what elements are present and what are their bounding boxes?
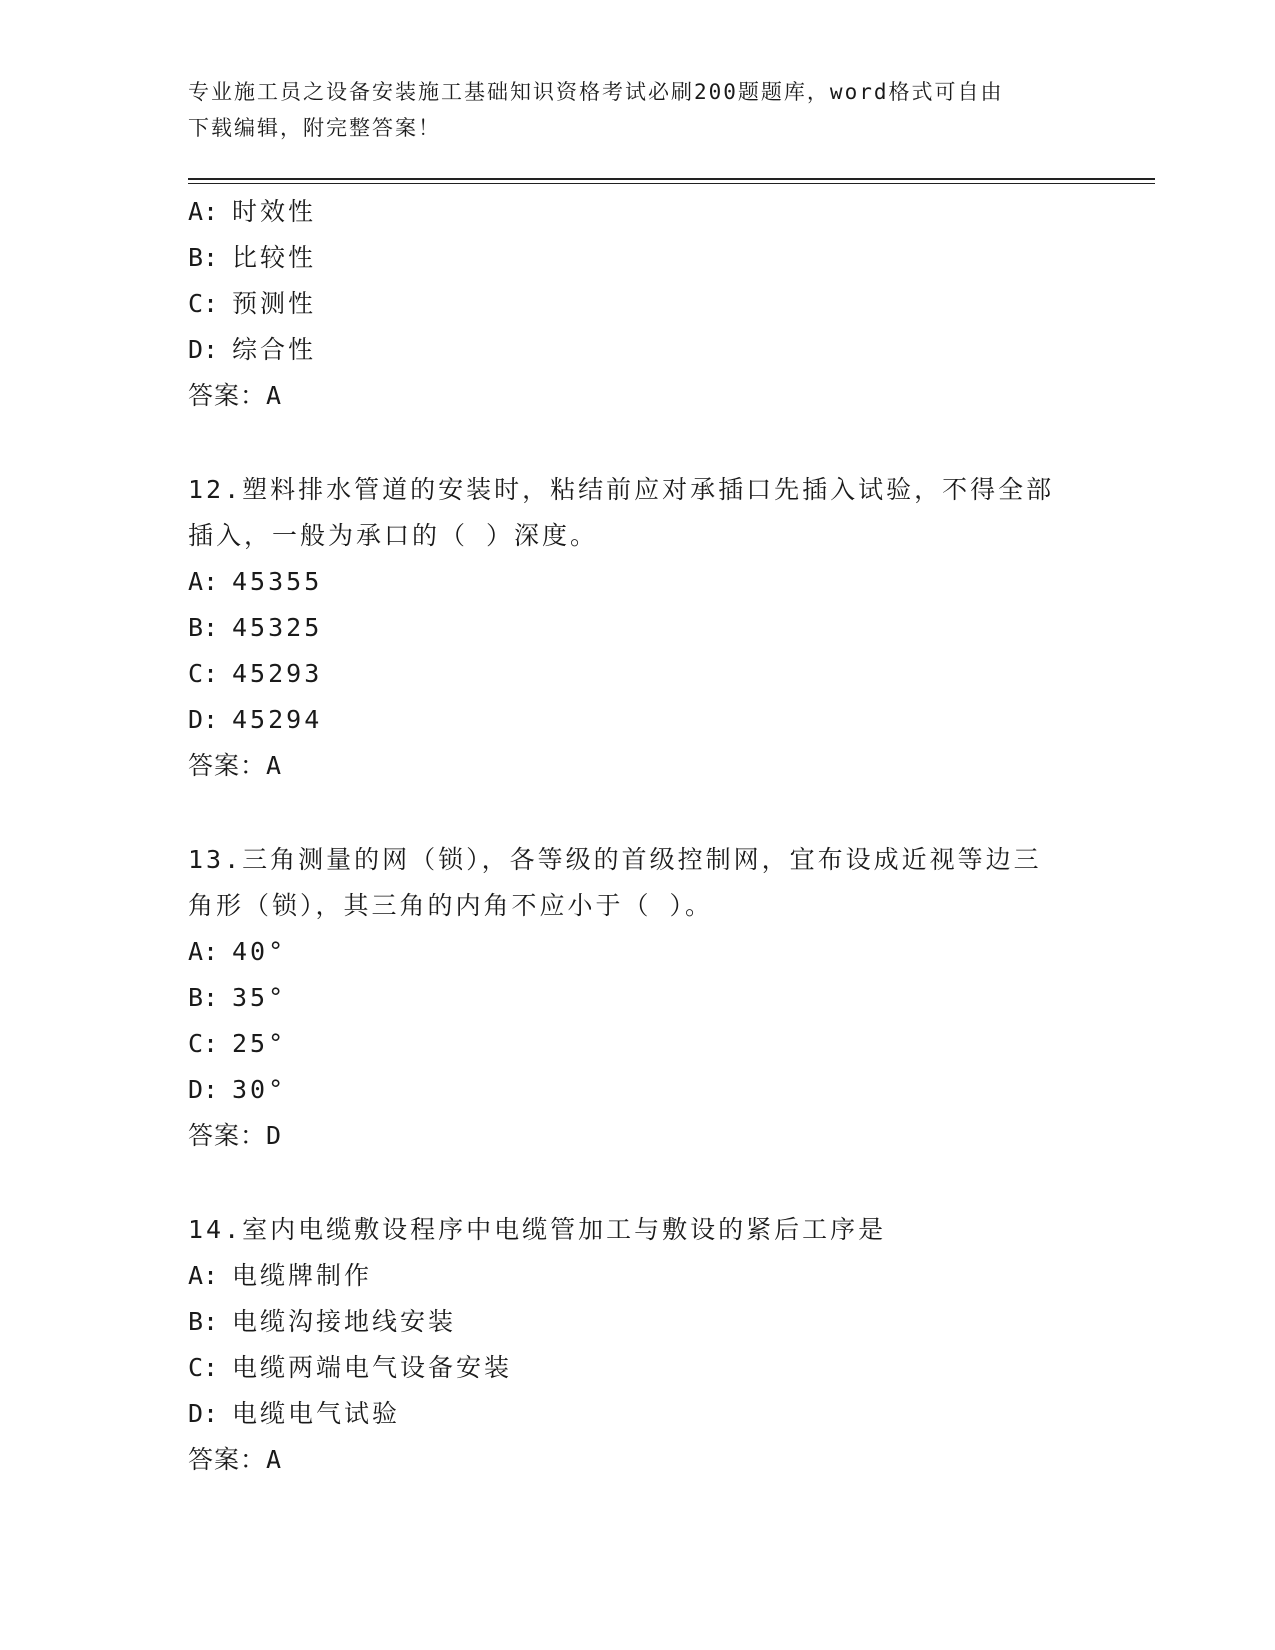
option-text: 比较性 — [232, 243, 317, 272]
option-key: D: — [188, 705, 219, 734]
question-partial — [188, 189, 1088, 419]
question-stem — [188, 837, 1088, 929]
option-b — [188, 235, 1088, 281]
answer-line: 答案：A — [188, 381, 283, 410]
option-c — [188, 281, 1088, 327]
question-stem-line-1: 12.塑料排水管道的安装时，粘结前应对承插口先插入试验，不得全部 — [188, 475, 1055, 504]
option-text: 预测性 — [232, 289, 317, 318]
option-c — [188, 1021, 1088, 1067]
option-b — [188, 1299, 1088, 1345]
option-text: 40° — [232, 937, 287, 966]
option-key: D: — [188, 1399, 219, 1428]
option-text: 45294 — [232, 705, 323, 734]
document-header — [188, 74, 1068, 146]
option-key: A: — [188, 567, 219, 596]
question-stem-line-2: 角形（锁），其三角的内角不应小于（ ）。 — [188, 891, 714, 920]
option-key: D: — [188, 335, 219, 364]
option-text: 时效性 — [232, 197, 317, 226]
option-text: 电缆两端电气设备安装 — [232, 1353, 513, 1382]
question-12 — [188, 467, 1088, 789]
option-text: 电缆牌制作 — [232, 1261, 373, 1290]
option-key: C: — [188, 1353, 219, 1382]
option-text: 电缆电气试验 — [232, 1399, 401, 1428]
option-a — [188, 189, 1088, 235]
option-key: D: — [188, 1075, 219, 1104]
option-text: 45325 — [232, 613, 323, 642]
option-text: 35° — [232, 983, 287, 1012]
option-c — [188, 1345, 1088, 1391]
option-key: B: — [188, 1307, 219, 1336]
option-text: 综合性 — [232, 335, 317, 364]
option-d — [188, 1391, 1088, 1437]
header-line-2: 下载编辑，附完整答案！ — [188, 116, 441, 140]
option-key: B: — [188, 613, 219, 642]
question-stem-line-1: 14.室内电缆敷设程序中电缆管加工与敷设的紧后工序是 — [188, 1215, 887, 1244]
option-d — [188, 697, 1088, 743]
question-stem-line-1: 13.三角测量的网（锁），各等级的首级控制网，宜布设成近视等边三 — [188, 845, 1042, 874]
option-key: A: — [188, 197, 219, 226]
option-a — [188, 559, 1088, 605]
question-stem — [188, 1207, 1088, 1253]
option-d — [188, 327, 1088, 373]
option-text: 25° — [232, 1029, 287, 1058]
option-key: C: — [188, 659, 219, 688]
option-a — [188, 1253, 1088, 1299]
option-text: 45293 — [232, 659, 323, 688]
option-d — [188, 1067, 1088, 1113]
header-rule-thick — [188, 178, 1155, 180]
answer-line: 答案：A — [188, 1445, 283, 1474]
option-key: C: — [188, 1029, 219, 1058]
option-key: B: — [188, 243, 219, 272]
option-b — [188, 975, 1088, 1021]
option-text: 45355 — [232, 567, 323, 596]
option-text: 30° — [232, 1075, 287, 1104]
option-text: 电缆沟接地线安装 — [232, 1307, 457, 1336]
answer-line: 答案：A — [188, 751, 283, 780]
header-rule-thin — [188, 183, 1155, 184]
question-13 — [188, 837, 1088, 1159]
question-list — [188, 189, 1088, 1483]
option-key: B: — [188, 983, 219, 1012]
option-c — [188, 651, 1088, 697]
option-b — [188, 605, 1088, 651]
question-stem — [188, 467, 1088, 559]
option-a — [188, 929, 1088, 975]
option-key: A: — [188, 1261, 219, 1290]
question-stem-line-2: 插入，一般为承口的（ ）深度。 — [188, 521, 599, 550]
question-14 — [188, 1207, 1088, 1483]
header-line-1: 专业施工员之设备安装施工基础知识资格考试必刷200题题库，word格式可自由 — [188, 80, 1004, 104]
option-key: A: — [188, 937, 219, 966]
option-key: C: — [188, 289, 219, 318]
answer-line: 答案：D — [188, 1121, 283, 1150]
